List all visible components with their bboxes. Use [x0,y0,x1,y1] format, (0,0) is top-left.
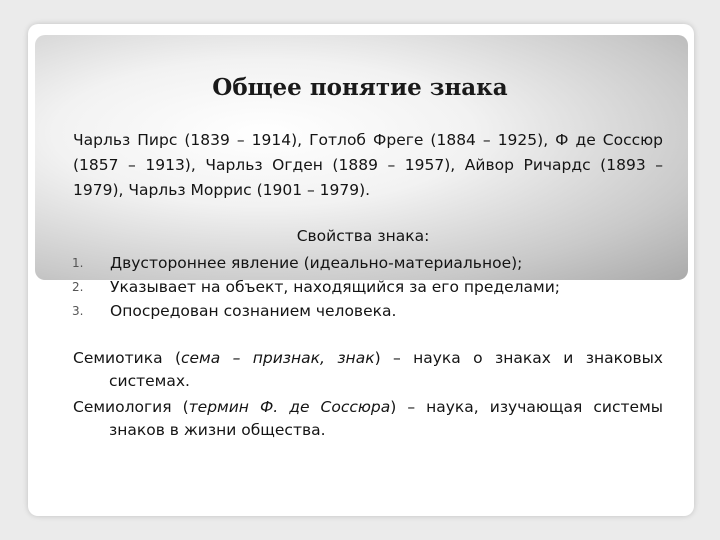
property-text: Опосредован сознанием человека. [110,302,397,320]
authors-paragraph: Чарльз Пирс (1839 – 1914), Готлоб Фреге (1884 – 1925), Ф де Соссюр (1857 – 1913), Чарльз Огден (1889 – 1957), Айвор Ричардс (1893 – 1979), Чарльз Моррис (1901 – 1979). [73,131,663,199]
definition-gloss: сема – признак, знак [181,349,375,367]
properties-heading: Свойства знака: [296,227,430,245]
definition-term: Семиология [73,398,172,416]
property-number: 1. [72,256,84,270]
definition-text: – наука, изучающая системы знаков в жизни общества. [109,398,663,439]
definition-semiology [73,396,663,442]
definition-open-paren: ( [162,349,181,367]
definition-gloss: термин Ф. де Соссюра [188,398,391,416]
definition-open-paren: ( [171,398,189,416]
property-item [72,275,672,299]
property-number: 2. [72,280,84,294]
property-item [72,299,672,323]
properties-list [72,251,672,323]
definition-close-paren: ) [390,398,397,416]
definition-close-paren: ) [374,349,381,367]
definition-text: – наука о знаках и знаковых системах. [109,349,663,390]
property-item [72,251,672,275]
definition-semiotics [73,347,663,393]
property-text: Двустороннее явление (идеально-материальное); [110,254,523,272]
slide-title: Общее понятие знака [212,74,508,101]
property-number: 3. [72,304,84,318]
property-text: Указывает на объект, находящийся за его пределами; [110,278,561,296]
definition-term: Семиотика [73,349,163,367]
